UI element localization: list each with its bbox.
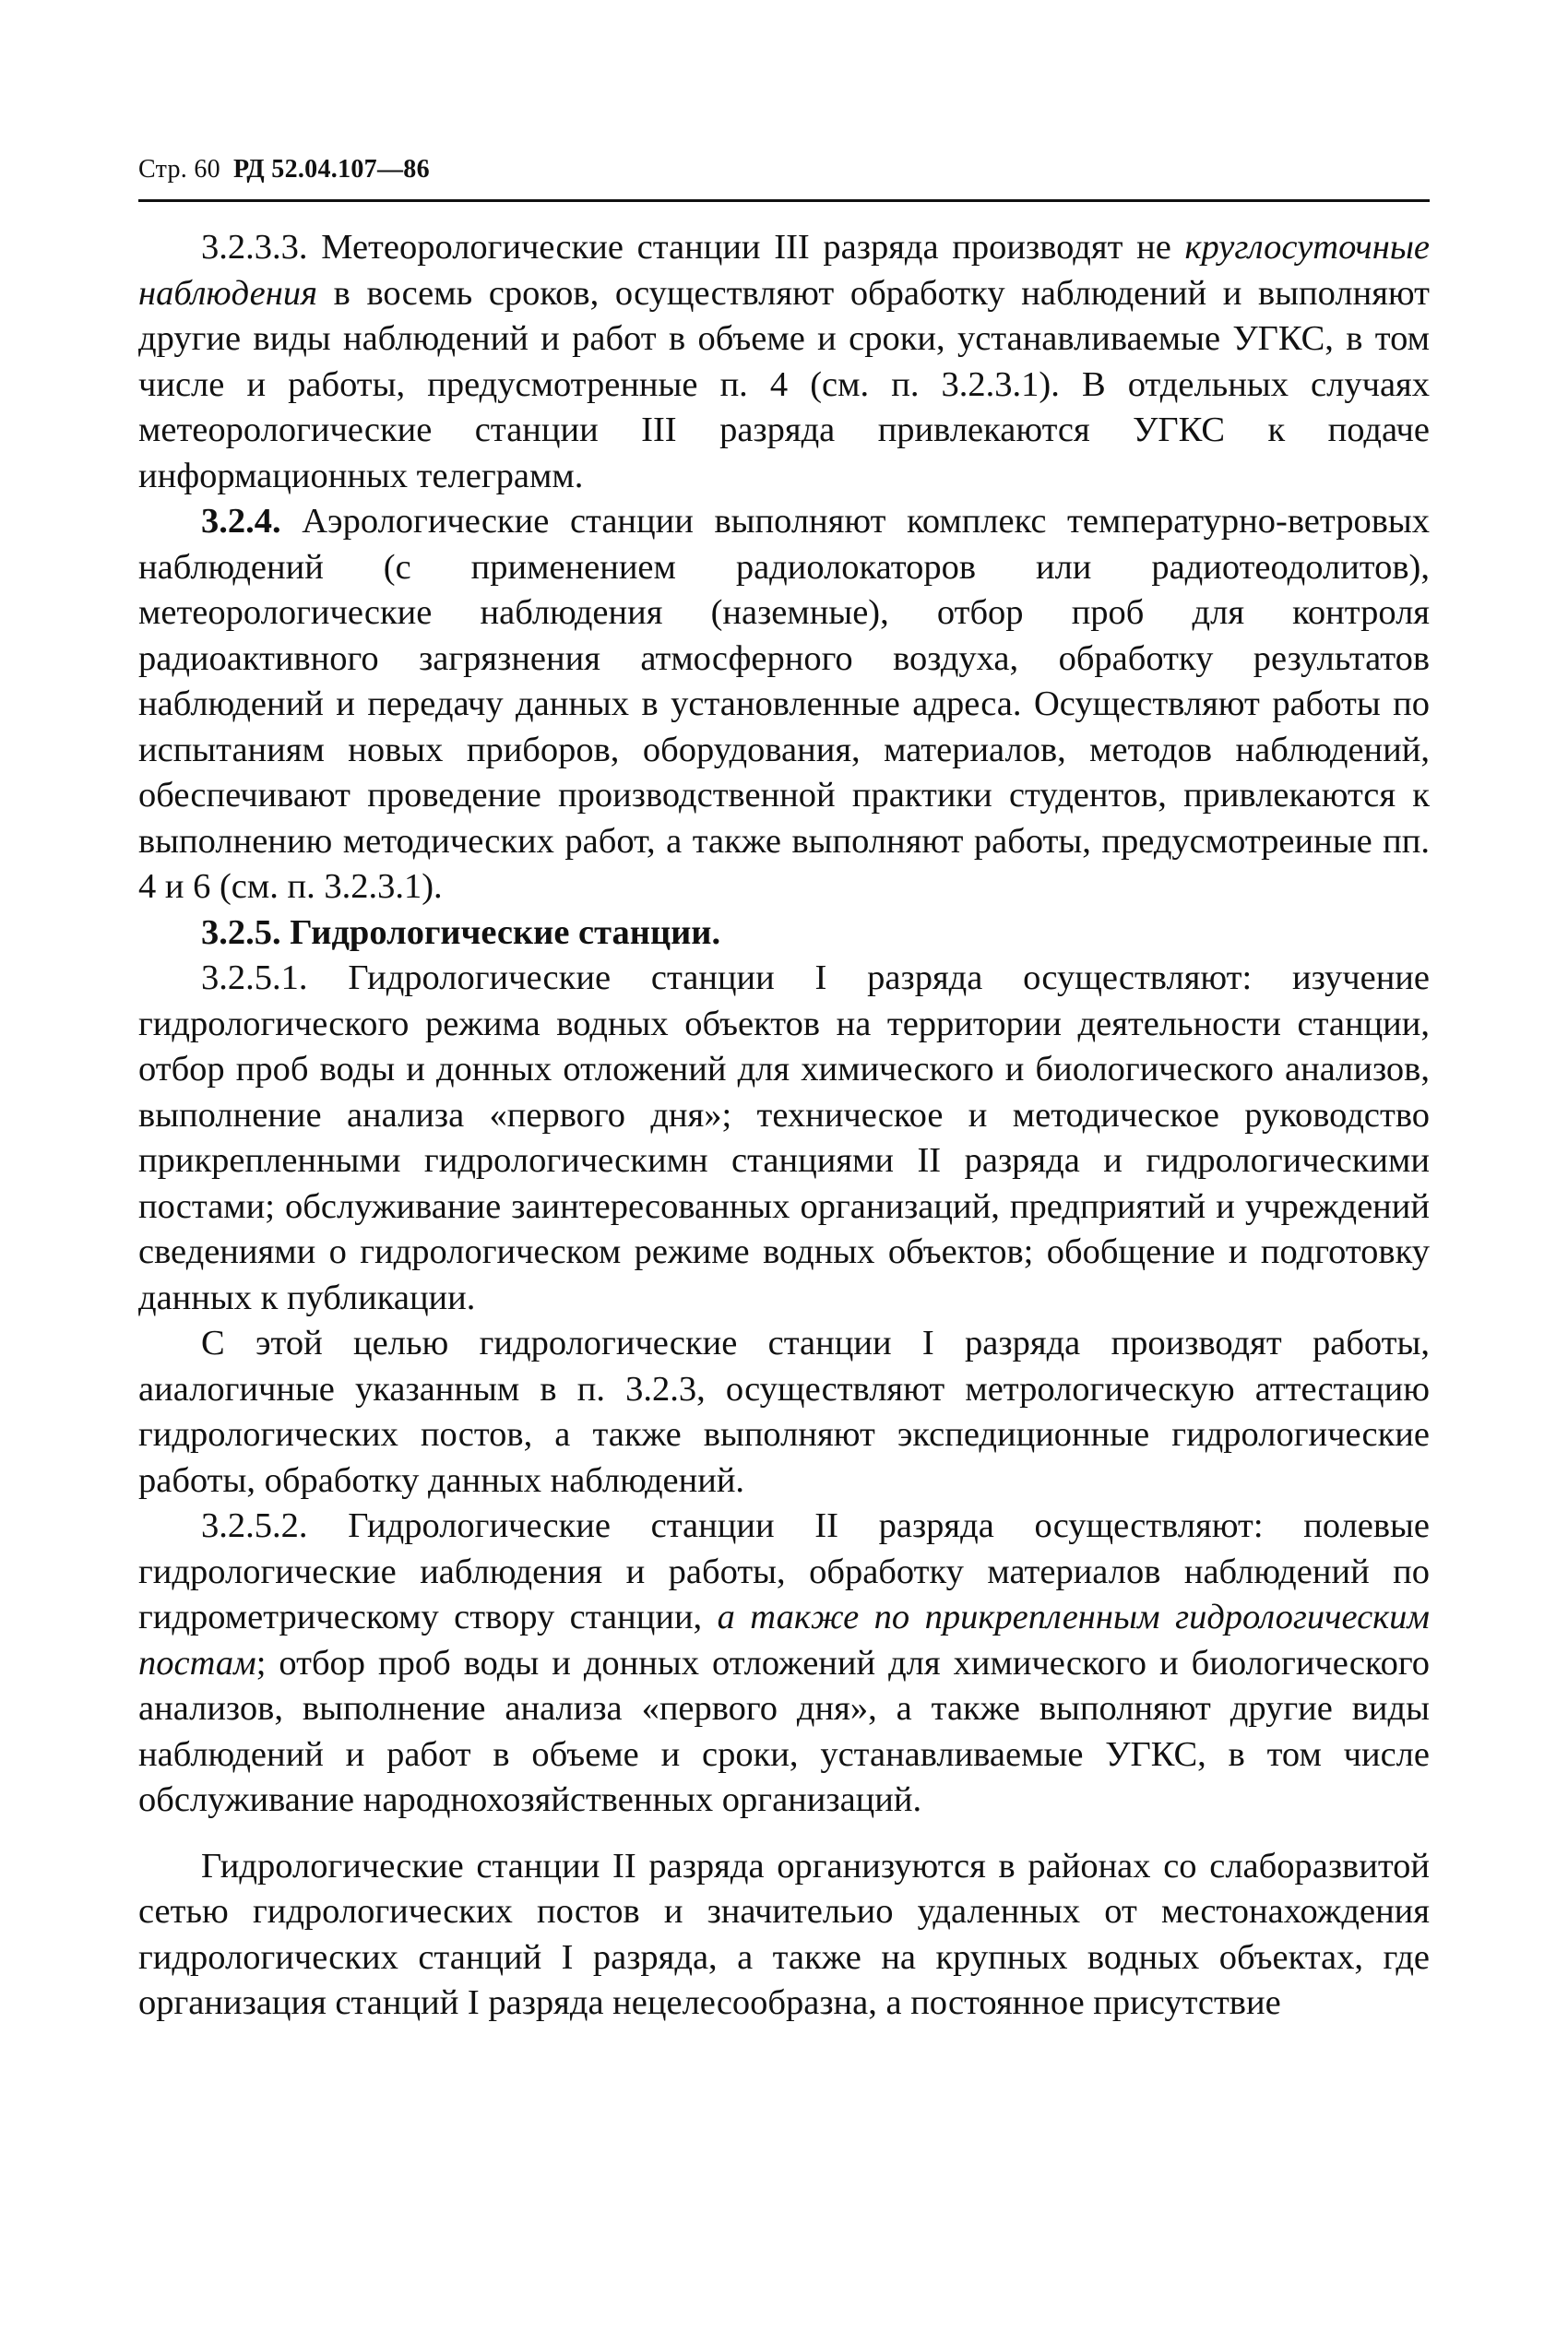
paragraph-text: в восемь сроков, осуществляют обработку наблюдений и выполняют другие виды наблюдений и работ в объеме и сроки, устанавливаемые УГКС, в том числе и работы, предусмотренные п. 4 (см. п. 3.2.3.1). В отдельных случаях метеорологические станции III разряда привлекаются УГКС к подаче информационных телеграмм. [138, 273, 1430, 495]
paragraph-3-2-5-1 [138, 956, 1430, 1321]
section-heading-3-2-5 [138, 910, 1430, 957]
document-body [138, 225, 1430, 2027]
paragraph-station-organization [138, 1844, 1430, 2027]
italic-phrase: а также по прикрепленным гидрологическим постам [138, 1598, 1430, 1683]
italic-phrase: круглосуточные наблюдения [138, 228, 1430, 313]
paragraph-text: Гидрологические станции I разряда осуществляют: изучение гидрологического режима водных объектов на территории деятельности станции, отбор проб воды и донных отложений для химического и биологического анализов, выполнение анализа «первого дня»; техническое и методическое руководство прикрепленными гидрологическимн станциями II разряда и гидрологическими постами; обслуживание заинтересованных организаций, предприятий и учреждений сведениями о гидрологическом режиме водных объектов; обобщение и подготовку данных к публикации. [138, 958, 1430, 1317]
page-header [138, 157, 430, 183]
header-rule [138, 199, 1430, 202]
page-number: Стр. 60 [138, 155, 220, 184]
paragraph-text: ; отбор проб воды и донных отложений для химического и биологического анализов, выполнение анализа «первого дня», а также выполняют другие виды наблюдений и работ в объеме и сроки, устанавливаемые УГКС, в том числе обслуживание народнохозяйственных организаций. [138, 1643, 1430, 1819]
paragraph-text: С этой целью гидрологические станции I разряда производят работы, аиалогичные указанным в п. 3.2.3, осуществляют метрологическую аттестацию гидрологических постов, а также выполняют экспедиционные гидрологические работы, обработку данных наблюдений. [138, 1324, 1430, 1500]
paragraph-number: 3.2.5.2. [201, 1506, 308, 1545]
paragraph-number: 3.2.4. [201, 502, 281, 541]
paragraph-text: Метеорологические станции III разряда производят не [321, 228, 1185, 267]
paragraph-3-2-3-3 [138, 225, 1430, 499]
paragraph-text: Гидрологические станции II разряда осуществляют: полевые гидрологические иаблюдения и работы, обработку материалов наблюдений по гидрометрическому створу станции, [138, 1506, 1431, 1636]
paragraph-3-2-4 [138, 499, 1430, 910]
document-code: РД 52.04.107—86 [233, 155, 430, 184]
paragraph-text: Аэрологические станции выполняют комплекс температурно-ветровых наблюдений (с применением радиолокаторов или радиотеодолитов), метеорологические наблюдения (наземные), отбор проб для контроля радиоактивного загрязнения атмосферного воздуха, обработку результатов наблюдений и передачу данных в установленные адреса. Осуществляют работы по испытаниям новых приборов, оборудования, материалов, методов наблюдений, обеспечивают проведение производственной практики студентов, привлекаются к выполнению методических работ, а также выполняют работы, предусмотреиные пп. 4 и 6 (см. п. 3.2.3.1). [138, 502, 1430, 906]
paragraph-3-2-5-2 [138, 1504, 1430, 1824]
paragraph-number: 3.2.5.1. [201, 958, 308, 997]
paragraph-number: 3.2.3.3. [201, 228, 308, 267]
paragraph-continuation [138, 1321, 1430, 1504]
paragraph-text: Гидрологические станции II разряда организуются в районах со слаборазвитой сетью гидрологических постов и значительио удаленных от местонахождения гидрологических станций I разряда, а также на крупных водных объектах, где организация станций I разряда нецелесообразна, а постоянное присутствие [138, 1846, 1430, 2022]
section-heading: 3.2.5. Гидрологические станции. [201, 912, 721, 952]
